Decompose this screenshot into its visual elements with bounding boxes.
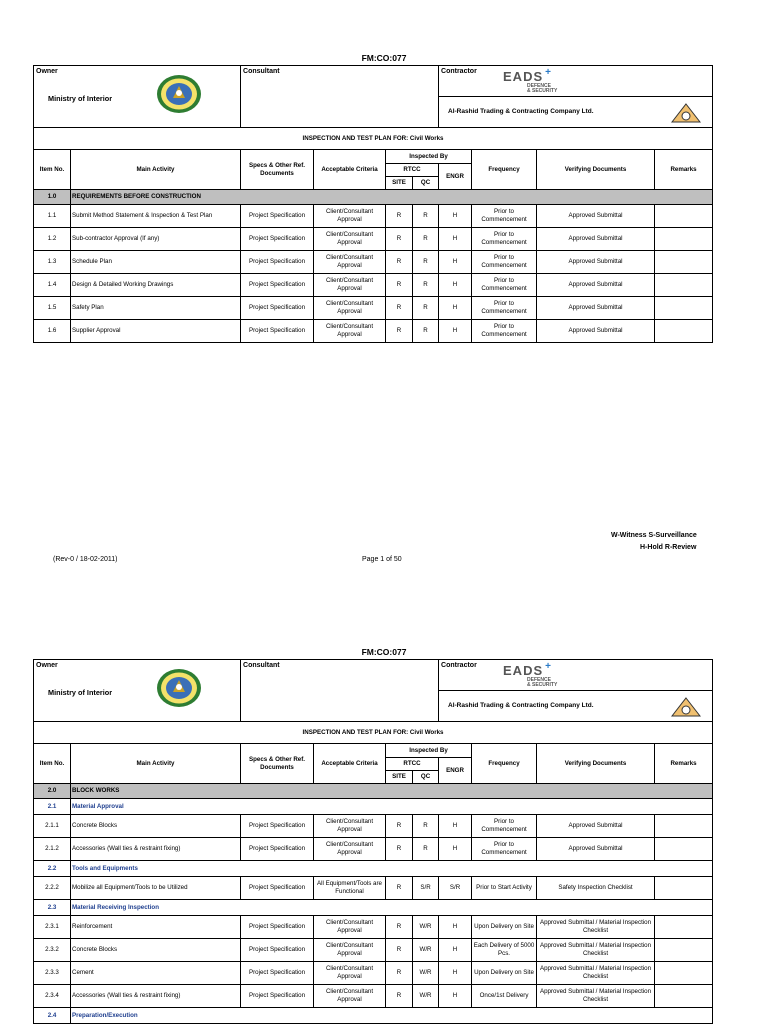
owner-name: Ministry of Interior bbox=[48, 688, 113, 697]
remarks bbox=[655, 962, 713, 985]
main-activity: Schedule Plan bbox=[71, 251, 241, 274]
remarks bbox=[655, 916, 713, 939]
col-inspected-by: Inspected By bbox=[386, 150, 472, 164]
frequency: Prior to Commencement bbox=[472, 274, 537, 297]
section-number: 2.0 bbox=[34, 784, 71, 799]
contractor-name: Al-Rashid Trading & Contracting Company Ltd. bbox=[448, 702, 594, 709]
qc-inspection: W/R bbox=[413, 916, 439, 939]
acceptable-criteria: Client/Consultant Approval bbox=[314, 815, 386, 838]
col-acceptable: Acceptable Criteria bbox=[314, 150, 386, 190]
subsection-row bbox=[34, 861, 713, 877]
item-number: 1.4 bbox=[34, 274, 71, 297]
site-inspection: R bbox=[386, 274, 413, 297]
table-row bbox=[34, 939, 713, 962]
col-verifying: Verifying Documents bbox=[537, 150, 655, 190]
frequency: Prior to Start Activity bbox=[472, 877, 537, 900]
item-number: 1.6 bbox=[34, 320, 71, 343]
frequency: Once/1st Delivery bbox=[472, 985, 537, 1008]
spec-reference: Project Specification bbox=[241, 985, 314, 1008]
col-acceptable: Acceptable Criteria bbox=[314, 744, 386, 784]
spec-reference: Project Specification bbox=[241, 274, 314, 297]
remarks bbox=[655, 815, 713, 838]
qc-inspection: R bbox=[413, 274, 439, 297]
remarks bbox=[655, 274, 713, 297]
subsection-title: Tools and Equipments bbox=[71, 861, 713, 877]
table-row bbox=[34, 205, 713, 228]
main-activity: Concrete Blocks bbox=[71, 815, 241, 838]
main-activity: Supplier Approval bbox=[71, 320, 241, 343]
site-inspection: R bbox=[386, 962, 413, 985]
verifying-documents: Approved Submittal bbox=[537, 815, 655, 838]
main-activity: Cement bbox=[71, 962, 241, 985]
engr-inspection: H bbox=[439, 320, 472, 343]
engr-inspection: H bbox=[439, 916, 472, 939]
engr-inspection: H bbox=[439, 939, 472, 962]
frequency: Upon Delivery on Site bbox=[472, 916, 537, 939]
table-row bbox=[34, 916, 713, 939]
item-number: 1.1 bbox=[34, 205, 71, 228]
main-activity: Submit Method Statement & Inspection & Test Plan bbox=[71, 205, 241, 228]
subsection-row bbox=[34, 799, 713, 815]
item-number: 2.3.2 bbox=[34, 939, 71, 962]
verifying-documents: Approved Submittal / Material Inspection Checklist bbox=[537, 985, 655, 1008]
ministry-seal-icon bbox=[156, 74, 202, 114]
acceptable-criteria: Client/Consultant Approval bbox=[314, 297, 386, 320]
site-inspection: R bbox=[386, 815, 413, 838]
site-inspection: R bbox=[386, 838, 413, 861]
table-row bbox=[34, 274, 713, 297]
remarks bbox=[655, 251, 713, 274]
consultant-label: Consultant bbox=[243, 662, 280, 669]
consultant-cell bbox=[241, 660, 439, 722]
frequency: Prior to Commencement bbox=[472, 251, 537, 274]
remarks bbox=[655, 297, 713, 320]
col-site: SITE bbox=[386, 177, 413, 190]
contractor-cell bbox=[439, 66, 713, 128]
acceptable-criteria: Client/Consultant Approval bbox=[314, 838, 386, 861]
acceptable-criteria: All Equipment/Tools are Functional bbox=[314, 877, 386, 900]
legend-line-2: H-Hold R-Review bbox=[640, 544, 697, 551]
verifying-documents: Approved Submittal / Material Inspection Checklist bbox=[537, 962, 655, 985]
subsection-number: 2.4 bbox=[34, 1008, 71, 1024]
spec-reference: Project Specification bbox=[241, 815, 314, 838]
engr-inspection: H bbox=[439, 962, 472, 985]
owner-label: Owner bbox=[36, 662, 58, 669]
eads-logo bbox=[503, 663, 557, 688]
item-number: 1.3 bbox=[34, 251, 71, 274]
owner-cell bbox=[34, 66, 241, 128]
table-row bbox=[34, 877, 713, 900]
table-row bbox=[34, 251, 713, 274]
subsection-row bbox=[34, 900, 713, 916]
acceptable-criteria: Client/Consultant Approval bbox=[314, 205, 386, 228]
subsection-title: Preparation/Execution bbox=[71, 1008, 713, 1024]
spec-reference: Project Specification bbox=[241, 916, 314, 939]
verifying-documents: Approved Submittal bbox=[537, 320, 655, 343]
contractor-label: Contractor bbox=[441, 662, 477, 669]
eads-sub2: & SECURITY bbox=[527, 681, 558, 688]
main-activity: Safety Plan bbox=[71, 297, 241, 320]
item-number: 1.5 bbox=[34, 297, 71, 320]
qc-inspection: R bbox=[413, 297, 439, 320]
site-inspection: R bbox=[386, 228, 413, 251]
remarks bbox=[655, 320, 713, 343]
item-number: 2.1.1 bbox=[34, 815, 71, 838]
eads-sub1: DEFENCE bbox=[527, 82, 551, 89]
engr-inspection: S/R bbox=[439, 877, 472, 900]
item-number: 2.1.2 bbox=[34, 838, 71, 861]
col-site: SITE bbox=[386, 771, 413, 784]
col-qc: QC bbox=[413, 771, 439, 784]
item-number: 1.2 bbox=[34, 228, 71, 251]
site-inspection: R bbox=[386, 985, 413, 1008]
col-specs: Specs & Other Ref. Documents bbox=[241, 744, 314, 784]
table-row bbox=[34, 320, 713, 343]
contractor-name-cell bbox=[439, 691, 712, 721]
engr-inspection: H bbox=[439, 985, 472, 1008]
col-engr: ENGR bbox=[439, 758, 472, 784]
verifying-documents: Approved Submittal bbox=[537, 274, 655, 297]
acceptable-criteria: Client/Consultant Approval bbox=[314, 228, 386, 251]
table-row bbox=[34, 815, 713, 838]
verifying-documents: Approved Submittal bbox=[537, 205, 655, 228]
qc-inspection: W/R bbox=[413, 985, 439, 1008]
site-inspection: R bbox=[386, 251, 413, 274]
main-activity: Mobilize all Equipment/Tools to be Utilized bbox=[71, 877, 241, 900]
remarks bbox=[655, 205, 713, 228]
contractor-name-cell bbox=[439, 97, 712, 127]
qc-inspection: R bbox=[413, 228, 439, 251]
col-engr: ENGR bbox=[439, 164, 472, 190]
form-code: FM:CO:077 bbox=[361, 53, 407, 63]
item-number: 2.3.1 bbox=[34, 916, 71, 939]
col-main-activity: Main Activity bbox=[71, 744, 241, 784]
spec-reference: Project Specification bbox=[241, 297, 314, 320]
form-code-page2: FM:CO:077 bbox=[361, 647, 407, 657]
site-inspection: R bbox=[386, 916, 413, 939]
table-row bbox=[34, 985, 713, 1008]
engr-inspection: H bbox=[439, 815, 472, 838]
contractor-label: Contractor bbox=[441, 68, 477, 75]
frequency: Prior to Commencement bbox=[472, 320, 537, 343]
itp-table-page2 bbox=[33, 659, 713, 1024]
subsection-row bbox=[34, 1008, 713, 1024]
spec-reference: Project Specification bbox=[241, 320, 314, 343]
spec-reference: Project Specification bbox=[241, 251, 314, 274]
alrashid-logo-icon bbox=[671, 697, 701, 717]
spec-reference: Project Specification bbox=[241, 228, 314, 251]
contractor-cell bbox=[439, 660, 713, 722]
spec-reference: Project Specification bbox=[241, 877, 314, 900]
verifying-documents: Approved Submittal / Material Inspection Checklist bbox=[537, 939, 655, 962]
table-row bbox=[34, 962, 713, 985]
col-remarks: Remarks bbox=[655, 150, 713, 190]
verifying-documents: Approved Submittal bbox=[537, 251, 655, 274]
col-inspected-by: Inspected By bbox=[386, 744, 472, 758]
frequency: Upon Delivery on Site bbox=[472, 962, 537, 985]
engr-inspection: H bbox=[439, 205, 472, 228]
col-item-no: Item No. bbox=[34, 744, 71, 784]
engr-inspection: H bbox=[439, 297, 472, 320]
site-inspection: R bbox=[386, 320, 413, 343]
spec-reference: Project Specification bbox=[241, 205, 314, 228]
acceptable-criteria: Client/Consultant Approval bbox=[314, 320, 386, 343]
remarks bbox=[655, 939, 713, 962]
table-row bbox=[34, 838, 713, 861]
col-rtcc: RTCC bbox=[386, 164, 439, 177]
item-number: 2.3.3 bbox=[34, 962, 71, 985]
main-activity: Design & Detailed Working Drawings bbox=[71, 274, 241, 297]
col-verifying: Verifying Documents bbox=[537, 744, 655, 784]
col-main-activity: Main Activity bbox=[71, 150, 241, 190]
remarks bbox=[655, 838, 713, 861]
alrashid-logo-icon bbox=[671, 103, 701, 123]
consultant-cell bbox=[241, 66, 439, 128]
qc-inspection: R bbox=[413, 815, 439, 838]
qc-inspection: R bbox=[413, 320, 439, 343]
verifying-documents: Approved Submittal bbox=[537, 228, 655, 251]
qc-inspection: R bbox=[413, 205, 439, 228]
plan-title: INSPECTION AND TEST PLAN FOR: Civil Works bbox=[34, 722, 713, 744]
item-number: 2.2.2 bbox=[34, 877, 71, 900]
acceptable-criteria: Client/Consultant Approval bbox=[314, 985, 386, 1008]
consultant-label: Consultant bbox=[243, 68, 280, 75]
verifying-documents: Approved Submittal bbox=[537, 838, 655, 861]
frequency: Each Delivery of 5000 Pcs. bbox=[472, 939, 537, 962]
col-item-no: Item No. bbox=[34, 150, 71, 190]
site-inspection: R bbox=[386, 877, 413, 900]
remarks bbox=[655, 228, 713, 251]
frequency: Prior to Commencement bbox=[472, 228, 537, 251]
acceptable-criteria: Client/Consultant Approval bbox=[314, 274, 386, 297]
eads-logo-text: EADS bbox=[503, 663, 544, 678]
revision-text: (Rev-0 / 18-02-2011) bbox=[53, 556, 118, 563]
remarks bbox=[655, 877, 713, 900]
eads-logo bbox=[503, 69, 557, 94]
frequency: Prior to Commencement bbox=[472, 297, 537, 320]
qc-inspection: S/R bbox=[413, 877, 439, 900]
legend-line-1: W-Witness S-Surveillance bbox=[611, 532, 697, 539]
subsection-number: 2.1 bbox=[34, 799, 71, 815]
ministry-seal-icon bbox=[156, 668, 202, 708]
site-inspection: R bbox=[386, 297, 413, 320]
qc-inspection: R bbox=[413, 838, 439, 861]
section-title: BLOCK WORKS bbox=[71, 784, 713, 799]
eads-sub1: DEFENCE bbox=[527, 676, 551, 683]
acceptable-criteria: Client/Consultant Approval bbox=[314, 939, 386, 962]
table-row bbox=[34, 297, 713, 320]
plan-title: INSPECTION AND TEST PLAN FOR: Civil Works bbox=[34, 128, 713, 150]
col-frequency: Frequency bbox=[472, 150, 537, 190]
subsection-number: 2.3 bbox=[34, 900, 71, 916]
col-specs: Specs & Other Ref. Documents bbox=[241, 150, 314, 190]
site-inspection: R bbox=[386, 205, 413, 228]
acceptable-criteria: Client/Consultant Approval bbox=[314, 962, 386, 985]
subsection-title: Material Approval bbox=[71, 799, 713, 815]
main-activity: Accessories (Wall ties & restraint fixing) bbox=[71, 838, 241, 861]
contractor-name: Al-Rashid Trading & Contracting Company Ltd. bbox=[448, 108, 594, 115]
eads-star-icon: + bbox=[545, 67, 551, 78]
subsection-number: 2.2 bbox=[34, 861, 71, 877]
qc-inspection: W/R bbox=[413, 939, 439, 962]
eads-star-icon: + bbox=[545, 661, 551, 672]
acceptable-criteria: Client/Consultant Approval bbox=[314, 916, 386, 939]
frequency: Prior to Commencement bbox=[472, 205, 537, 228]
frequency: Prior to Commencement bbox=[472, 815, 537, 838]
main-activity: Concrete Blocks bbox=[71, 939, 241, 962]
main-activity: Reinforcement bbox=[71, 916, 241, 939]
col-remarks: Remarks bbox=[655, 744, 713, 784]
frequency: Prior to Commencement bbox=[472, 838, 537, 861]
item-number: 2.3.4 bbox=[34, 985, 71, 1008]
engr-inspection: H bbox=[439, 251, 472, 274]
verifying-documents: Approved Submittal bbox=[537, 297, 655, 320]
engr-inspection: H bbox=[439, 838, 472, 861]
owner-label: Owner bbox=[36, 68, 58, 75]
page-number: Page 1 of 50 bbox=[362, 556, 402, 563]
col-frequency: Frequency bbox=[472, 744, 537, 784]
engr-inspection: H bbox=[439, 274, 472, 297]
table-row bbox=[34, 228, 713, 251]
remarks bbox=[655, 985, 713, 1008]
main-activity: Accessories (Wall ties & restraint fixing) bbox=[71, 985, 241, 1008]
section-title: REQUIREMENTS BEFORE CONSTRUCTION bbox=[71, 190, 713, 205]
verifying-documents: Safety Inspection Checklist bbox=[537, 877, 655, 900]
owner-name: Ministry of Interior bbox=[48, 94, 113, 103]
verifying-documents: Approved Submittal / Material Inspection Checklist bbox=[537, 916, 655, 939]
spec-reference: Project Specification bbox=[241, 939, 314, 962]
eads-logo-text: EADS bbox=[503, 69, 544, 84]
main-activity: Sub-contractor Approval (If any) bbox=[71, 228, 241, 251]
eads-sub2: & SECURITY bbox=[527, 87, 558, 94]
qc-inspection: W/R bbox=[413, 962, 439, 985]
section-number: 1.0 bbox=[34, 190, 71, 205]
owner-cell bbox=[34, 660, 241, 722]
engr-inspection: H bbox=[439, 228, 472, 251]
acceptable-criteria: Client/Consultant Approval bbox=[314, 251, 386, 274]
col-rtcc: RTCC bbox=[386, 758, 439, 771]
site-inspection: R bbox=[386, 939, 413, 962]
spec-reference: Project Specification bbox=[241, 962, 314, 985]
subsection-title: Material Receiving Inspection bbox=[71, 900, 713, 916]
itp-table-page1 bbox=[33, 65, 713, 343]
spec-reference: Project Specification bbox=[241, 838, 314, 861]
qc-inspection: R bbox=[413, 251, 439, 274]
col-qc: QC bbox=[413, 177, 439, 190]
